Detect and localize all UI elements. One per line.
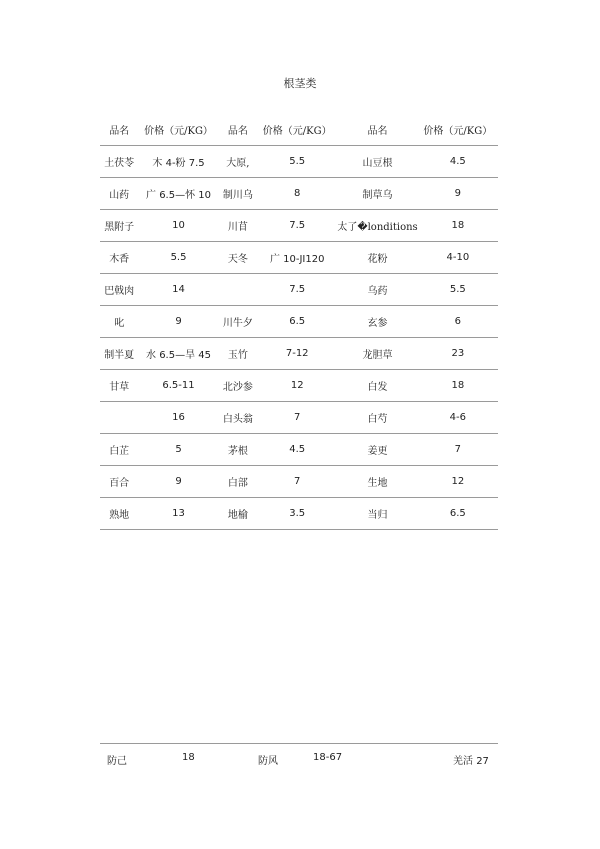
- cell-name-1: 木香: [100, 242, 138, 274]
- cell-price-1: 水 6.5—旱 45: [138, 338, 218, 370]
- cell-name-1: 巴戟肉: [100, 274, 138, 306]
- cell-price-3: 9: [418, 178, 498, 210]
- cell-name-3: 花粉: [337, 242, 417, 274]
- cell-price-2: 8: [257, 178, 337, 210]
- table-row: [100, 178, 498, 210]
- cell-name-2: 大原,: [219, 146, 257, 178]
- cell-price-2: 4.5: [257, 434, 337, 466]
- cell-name-3: 山豆根: [337, 146, 417, 178]
- table-row: [100, 466, 498, 498]
- cell-price-3: 23: [418, 338, 498, 370]
- cell-price-2: 7: [257, 402, 337, 434]
- cell-name-2: 川苜: [219, 210, 257, 242]
- cell-name-1: 土茯苓: [100, 146, 138, 178]
- cell-price-1: 5: [138, 434, 218, 466]
- cell-price-3: 5.5: [418, 274, 498, 306]
- cell-price-3: 6: [418, 306, 498, 338]
- table-row: [100, 434, 498, 466]
- cell-price-2: 3.5: [257, 498, 337, 530]
- cell-price-1: 9: [138, 466, 218, 498]
- footer-name-1: 防己: [107, 756, 127, 767]
- cell-name-1: 黑附子: [100, 210, 138, 242]
- cell-name-2: 白头翁: [219, 402, 257, 434]
- footer-price-1: 18: [182, 752, 195, 763]
- header-row: [100, 114, 498, 146]
- cell-name-2: 地榆: [219, 498, 257, 530]
- cell-name-2: 玉竹: [219, 338, 257, 370]
- footer-divider: [100, 743, 498, 744]
- cell-name-1: 甘草: [100, 370, 138, 402]
- cell-price-2: 7.5: [257, 210, 337, 242]
- cell-price-1: 5.5: [138, 242, 218, 274]
- table-row: [100, 498, 498, 530]
- cell-price-2: 12: [257, 370, 337, 402]
- header-price-2: 价格（元/KG）: [257, 114, 337, 146]
- cell-name-2: 茅根: [219, 434, 257, 466]
- cell-name-1: [100, 402, 138, 434]
- cell-name-1: 熟地: [100, 498, 138, 530]
- cell-name-3: 太了�londitions: [337, 210, 417, 242]
- cell-price-3: 18: [418, 210, 498, 242]
- cell-price-2: 6.5: [257, 306, 337, 338]
- header-price-1: 价格（元/KG）: [138, 114, 218, 146]
- cell-name-3: 制草乌: [337, 178, 417, 210]
- cell-price-1: 13: [138, 498, 218, 530]
- page-title: 根茎类: [283, 77, 317, 90]
- cell-price-3: 6.5: [418, 498, 498, 530]
- cell-name-3: 乌药: [337, 274, 417, 306]
- table-row: [100, 242, 498, 274]
- cell-price-1: 广 6.5—怀 10: [138, 178, 218, 210]
- cell-name-2: 白部: [219, 466, 257, 498]
- cell-name-1: 叱: [100, 306, 138, 338]
- cell-price-1: 14: [138, 274, 218, 306]
- table-row: [100, 370, 498, 402]
- cell-price-2: 7-12: [257, 338, 337, 370]
- cell-name-3: 白芍: [337, 402, 417, 434]
- footer-name-2: 防风: [258, 756, 278, 767]
- cell-price-1: 16: [138, 402, 218, 434]
- cell-price-3: 4.5: [418, 146, 498, 178]
- footer-name-3-text: 羌活: [453, 756, 473, 767]
- cell-price-2: 7: [257, 466, 337, 498]
- cell-name-3: 当归: [337, 498, 417, 530]
- table-row: [100, 306, 498, 338]
- cell-price-2: 7.5: [257, 274, 337, 306]
- cell-name-2: 北沙参: [219, 370, 257, 402]
- header-name-1: 品名: [100, 114, 138, 146]
- header-name-2: 品名: [219, 114, 257, 146]
- table-row: [100, 274, 498, 306]
- cell-price-3: 7: [418, 434, 498, 466]
- cell-name-3: 龙胆草: [337, 338, 417, 370]
- cell-name-1: 百合: [100, 466, 138, 498]
- cell-price-3: 18: [418, 370, 498, 402]
- cell-price-2: 5.5: [257, 146, 337, 178]
- cell-price-1: 木 4-粉 7.5: [138, 146, 218, 178]
- header-name-3: 品名: [337, 114, 417, 146]
- table-row: [100, 338, 498, 370]
- cell-name-3: 玄参: [337, 306, 417, 338]
- cell-name-1: 制半夏: [100, 338, 138, 370]
- cell-name-2: 制川乌: [219, 178, 257, 210]
- cell-name-1: 山药: [100, 178, 138, 210]
- cell-name-2: [219, 274, 257, 306]
- table-row: [100, 402, 498, 434]
- table-row: [100, 210, 498, 242]
- cell-price-1: 9: [138, 306, 218, 338]
- cell-price-3: 12: [418, 466, 498, 498]
- cell-price-1: 6.5-11: [138, 370, 218, 402]
- cell-price-3: 4-10: [418, 242, 498, 274]
- cell-name-1: 白芷: [100, 434, 138, 466]
- cell-name-3: 生地: [337, 466, 417, 498]
- footer-price-2: 18-67: [313, 752, 343, 763]
- cell-name-2: 川牛夕: [219, 306, 257, 338]
- cell-price-2: 广 10-JI120: [257, 242, 337, 274]
- header-price-3: 价格（元/KG）: [418, 114, 498, 146]
- price-table: [100, 114, 498, 530]
- cell-name-3: 白发: [337, 370, 417, 402]
- cell-name-2: 天冬: [219, 242, 257, 274]
- cell-name-3: 姜更: [337, 434, 417, 466]
- footer-price-3: 27: [476, 756, 489, 767]
- table-row: [100, 146, 498, 178]
- footer-name-3: [453, 752, 489, 767]
- cell-price-3: 4-6: [418, 402, 498, 434]
- cell-price-1: 10: [138, 210, 218, 242]
